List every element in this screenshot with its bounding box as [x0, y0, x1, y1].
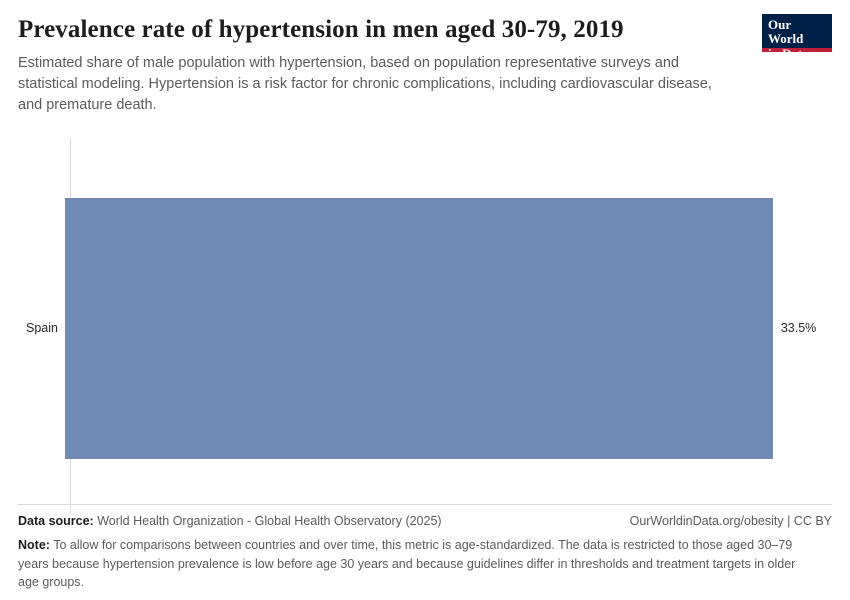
note-text: To allow for comparisons between countries and over time, this metric is age-standardized. The data is restricted to those aged 30–79 years because hypertension prevalence is low before age 30 years and because guidelines differ in thresholds and treatment targets in older age groups.: [18, 537, 796, 590]
data-source-text: World Health Organization - Global Health Observatory (2025): [93, 513, 442, 528]
footer-note: [18, 536, 818, 592]
footer-divider: [18, 504, 832, 505]
bar-track: [65, 198, 832, 459]
note-label: Note:: [18, 537, 50, 552]
page-title: Prevalence rate of hypertension in men aged 30-79, 2019: [18, 16, 624, 43]
logo-line-2: in Data: [768, 45, 809, 61]
logo-line-1: Our World: [768, 17, 804, 47]
chart-footer: [18, 504, 832, 592]
bar-value-label: 33.5%: [780, 321, 817, 336]
chart-subtitle: Estimated share of male population with hypertension, based on population representative surveys and statistical modeling. Hypertension is a risk factor for chronic complications, including cardiovascular disease, and premature death.: [18, 54, 712, 113]
data-source: [18, 514, 442, 528]
data-source-label: Data source:: [18, 513, 94, 528]
bar-spain[interactable]: [65, 198, 773, 459]
bar-category-label: Spain: [26, 321, 58, 336]
our-world-in-data-logo[interactable]: [762, 14, 832, 61]
chart-header: [18, 16, 832, 116]
attribution-link[interactable]: OurWorldinData.org/obesity | CC BY: [629, 513, 832, 528]
bar-row: [18, 198, 832, 459]
chart-plot-area: [18, 138, 832, 513]
footer-top-row: [18, 514, 832, 528]
